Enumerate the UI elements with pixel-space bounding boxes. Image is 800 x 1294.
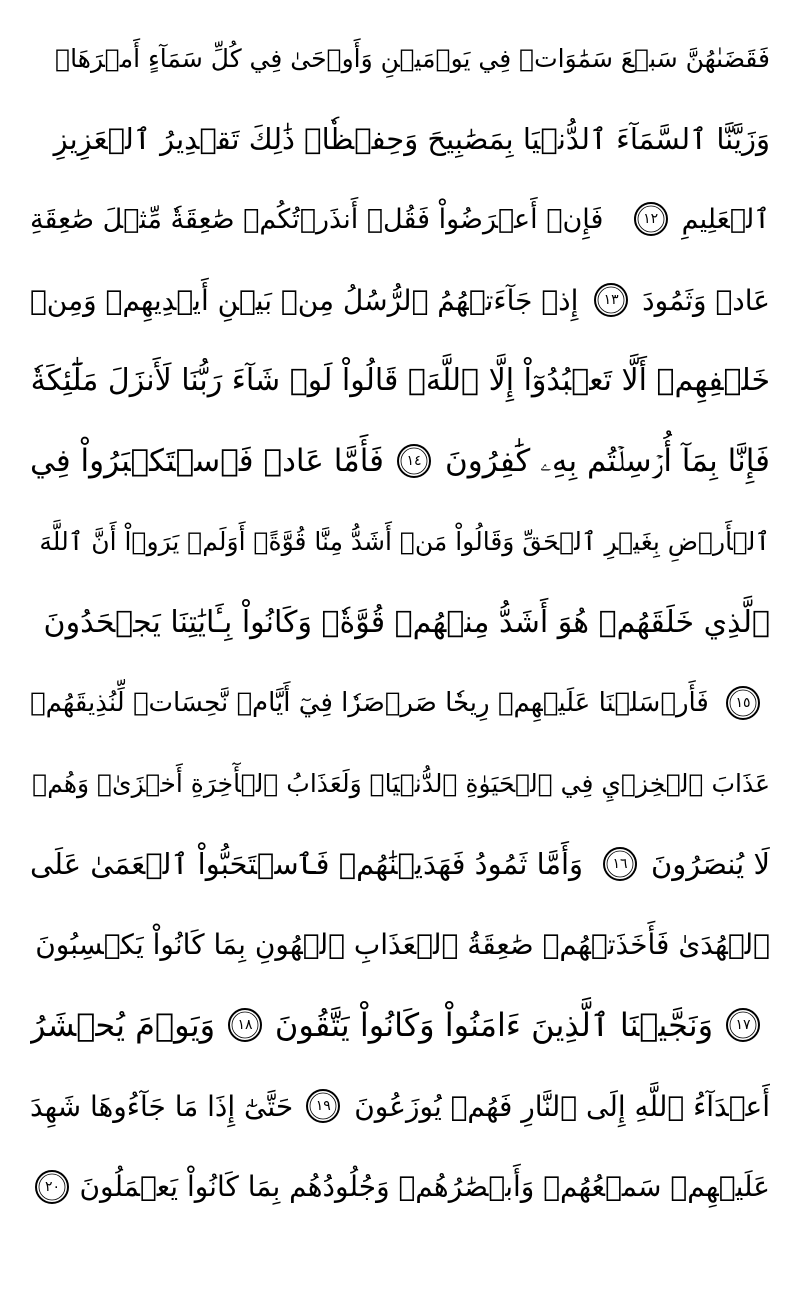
text-line-2 [30,99,770,180]
text-line-8 [30,582,770,663]
text-line-1 [30,18,770,99]
ayah-number: ١٢ [643,211,659,228]
ayah-number: ١٨ [237,1017,253,1034]
verse-text: وَيَوۡمَ يُحۡشَرُ [30,1006,216,1045]
ayah-number-marker [724,1006,762,1044]
verse-text: ٱلَّذِي خَلَقَهُمۡ هُوَ أَشَدُّ مِنۡهُمۡ قُوَّةٗۖ وَكَانُواْ بِـَٔايَٰتِنَا يَجۡحَدُونَ [43,604,770,640]
ayah-number-marker [601,845,639,883]
text-line-13 [30,985,770,1066]
verse-text: فَإِنَّا بِمَآ أُرۡسِلۡتُم بِهِۦ كَٰفِرُونَ [445,442,770,479]
ayah-number: ١٦ [612,856,628,873]
verse-text: ٱلۡهُدَىٰ فَأَخَذَتۡهُمۡ صَٰعِقَةُ ٱلۡعَذَابِ ٱلۡهُونِ بِمَا كَانُواْ يَكۡسِبُونَ [35,928,770,962]
verse-text: وَنَجَّيۡنَا ٱلَّذِينَ ءَامَنُواْ وَكَانُواْ يَتَّقُونَ [274,1006,714,1045]
text-line-3 [30,179,770,260]
text-line-12 [30,905,770,986]
text-line-7 [30,502,770,583]
verse-text: خَلۡفِهِمۡ أَلَّا تَعۡبُدُوٓاْ إِلَّا ٱللَّهَۖ قَالُواْ لَوۡ شَآءَ رَبُّنَا لَأَنزَلَ مَلَٰٓئِكَةٗ [30,363,770,399]
verse-text: عَلَيۡهِمۡ سَمۡعُهُمۡ وَأَبۡصَٰرُهُمۡ وَجُلُودُهُم بِمَا كَانُواْ يَعۡمَلُونَ [79,1170,770,1204]
text-line-4 [30,260,770,341]
ayah-number-marker [592,281,630,319]
verse-text: ٱلۡأَرۡضِ بِغَيۡرِ ٱلۡحَقِّ وَقَالُواْ مَنۡ أَشَدُّ مِنَّا قُوَّةًۖ أَوَلَمۡ يَرَوۡاْ أَنَّ ٱللَّهَ [39,527,770,557]
verse-text: فَأَمَّا عَادٞ فَٱسۡتَكۡبَرُواْ فِي [30,443,385,480]
ayah-number: ١٧ [735,1017,751,1034]
verse-text: عَذَابَ ٱلۡخِزۡيِ فِي ٱلۡحَيَوٰةِ ٱلدُّنۡيَاۖ وَلَعَذَابُ ٱلۡأٓخِرَةِ أَخۡزَىٰۖ وَهُمۡ [32,769,770,799]
verse-text: حَتَّىٰٓ إِذَا مَا جَآءُوهَا شَهِدَ [30,1089,294,1123]
text-line-14 [30,1066,770,1147]
text-line-9 [30,663,770,744]
verse-text: فَقَضَىٰهُنَّ سَبۡعَ سَمَٰوَاتٖ فِي يَوۡمَيۡنِ وَأَوۡحَىٰ فِي كُلِّ سَمَآءٍ أَمۡرَهَاۚ [55,43,770,73]
ayah-number-marker [33,1168,71,1206]
text-line-5 [30,340,770,421]
text-line-11 [30,824,770,905]
ayah-number: ١٤ [406,453,422,470]
verse-text: فَإِنۡ أَعۡرَضُواْ فَقُلۡ أَنذَرۡتُكُمۡ صَٰعِقَةٗ مِّثۡلَ صَٰعِقَةِ [30,203,604,235]
verse-text: فَأَرۡسَلۡنَا عَلَيۡهِمۡ رِيحٗا صَرۡصَرٗا فِيٓ أَيَّامٖ نَّحِسَاتٖ لِّنُذِيقَهُمۡ [30,688,709,719]
ayah-number: ٢٠ [44,1178,60,1195]
ayah-number-marker [304,1087,342,1125]
ayah-number: ١٩ [315,1098,331,1115]
ayah-number: ١٣ [603,292,619,309]
ayah-number-marker [724,684,762,722]
text-line-6 [30,421,770,502]
text-line-10 [30,743,770,824]
ayah-number-marker [395,442,433,480]
verse-text: وَأَمَّا ثَمُودُ فَهَدَيۡنَٰهُمۡ فَٱسۡتَحَبُّواْ ٱلۡعَمَىٰ عَلَى [30,847,584,882]
verse-text: لَا يُنصَرُونَ [650,847,770,882]
text-line-15 [30,1146,770,1227]
verse-text: إِذۡ جَآءَتۡهُمُ ٱلرُّسُلُ مِنۢ بَيۡنِ أَيۡدِيهِمۡ وَمِنۡ [30,283,579,317]
ayah-number: ١٥ [735,695,751,712]
verse-text: ٱلۡعَلِيمِ [681,203,770,235]
ayah-number-marker [632,200,670,238]
verse-text: عَادٖ وَثَمُودَ [642,283,770,317]
verse-text: أَعۡدَآءُ ٱللَّهِ إِلَى ٱلنَّارِ فَهُمۡ يُوزَعُونَ [354,1089,770,1123]
verse-text: وَزَيَّنَّا ٱلسَّمَآءَ ٱلدُّنۡيَا بِمَصَٰبِيحَ وَحِفۡظٗاۚ ذَٰلِكَ تَقۡدِيرُ ٱلۡعَزِيزِ [53,121,770,156]
ayah-number-marker [226,1006,264,1044]
